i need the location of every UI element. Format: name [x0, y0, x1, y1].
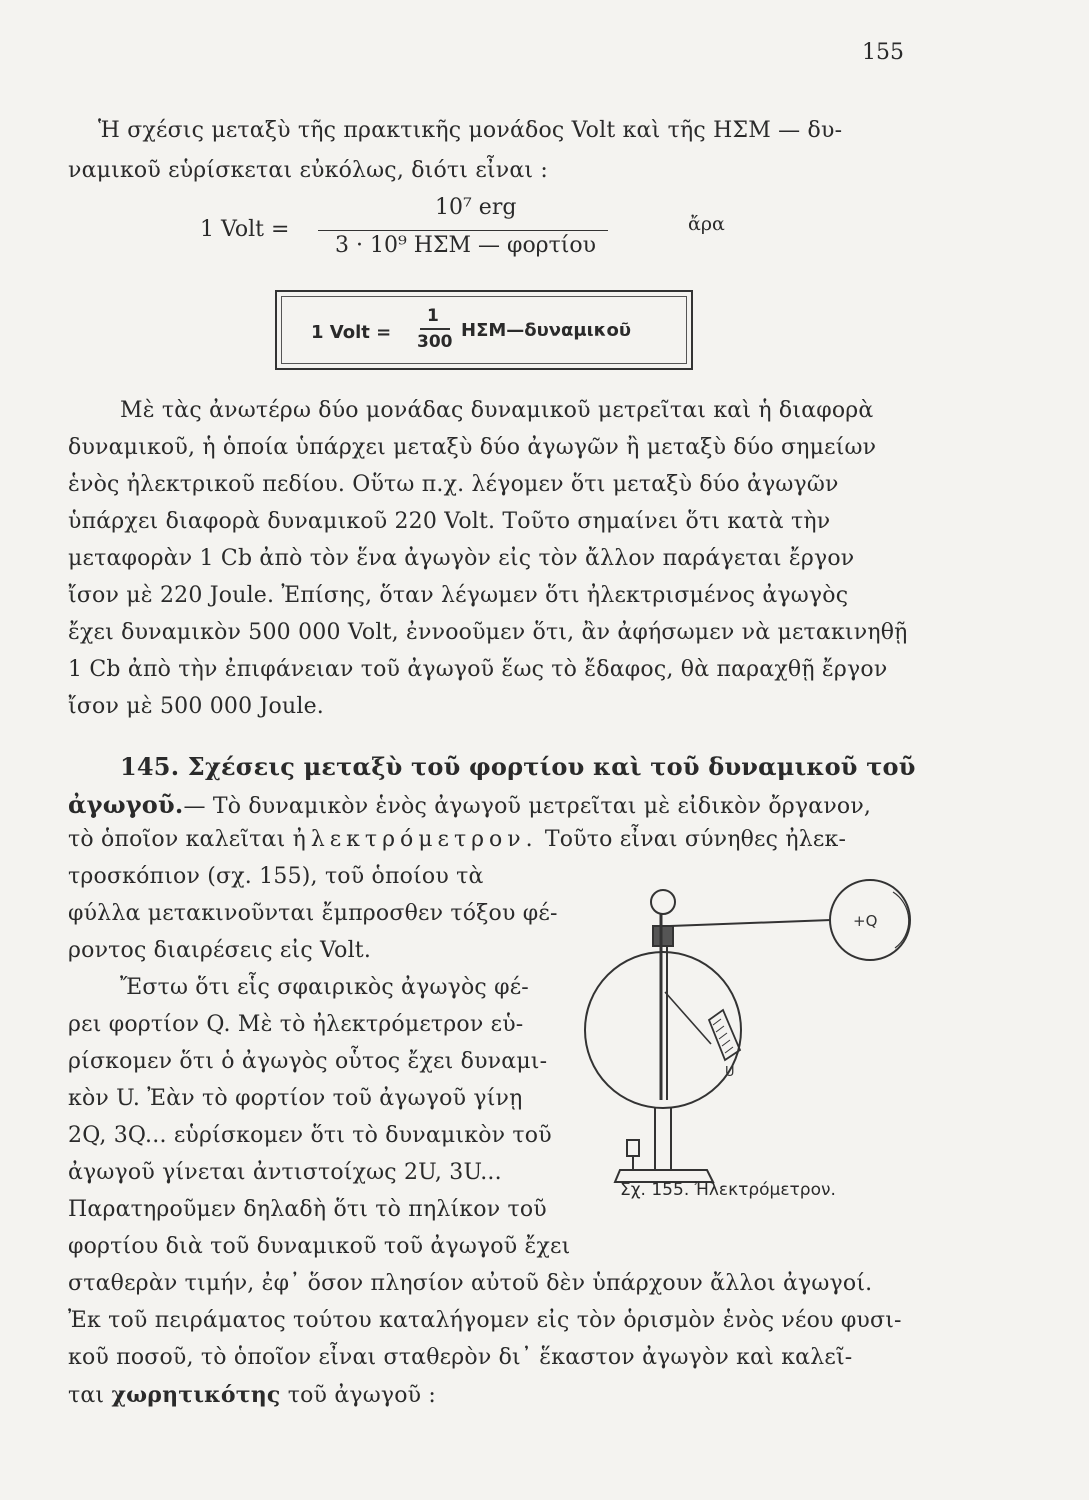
short-line: φορτίου διὰ τοῦ δυναμικοῦ τοῦ ἀγωγοῦ ἔχει — [68, 1234, 571, 1259]
formula-lhs: 1 Volt = — [200, 217, 290, 242]
ground-terminal — [627, 1140, 639, 1156]
boxed-lhs: 1 Volt = — [311, 322, 392, 343]
last-line-a: ται — [68, 1383, 105, 1408]
volt-formula — [200, 195, 760, 275]
para2-line: ὑπάρχει διαφορὰ δυναμικοῦ 220 Volt. Τοῦτο σημαίνει ὅτι κατὰ τὴν — [68, 509, 831, 534]
section-heading-end: ἀγωγοῦ. — [68, 790, 184, 819]
formula-suffix: ἄρα — [688, 213, 725, 235]
short-line: τροσκόπιον (σχ. 155), τοῦ ὁποίου τὰ — [68, 864, 484, 889]
electrometer-needle — [665, 992, 711, 1044]
short-line: κὸν U. Ἐὰν τὸ φορτίον τοῦ ἀγωγοῦ γίνῃ — [68, 1086, 523, 1111]
term-capacitance: χωρητικότης — [111, 1382, 281, 1408]
last-line — [68, 1382, 436, 1408]
boxed-denominator: 300 — [417, 332, 453, 352]
line3-a: τὸ ὁποῖον καλεῖται — [68, 827, 286, 852]
para1-line2: ναμικοῦ εὑρίσκεται εὐκόλως, διότι εἶναι : — [68, 158, 549, 183]
short-line: ρει φορτίον Q. Μὲ τὸ ἠλεκτρόμετρον εὑ- — [68, 1012, 524, 1037]
para2-line: ἔχει δυναμικὸν 500 000 Volt, ἐννοοῦμεν ὅτι, ἂν ἀφήσωμεν νὰ μετακινηθῇ — [68, 620, 908, 645]
short-line: 2Q, 3Q... εὑρίσκομεν ὅτι τὸ δυναμικὸν τοῦ — [68, 1123, 552, 1148]
para2-line: Μὲ τὰς ἀνωτέρω δύο μονάδας δυναμικοῦ μετρεῖται καὶ ἡ διαφορὰ — [120, 398, 874, 423]
page-number: 155 — [862, 40, 904, 65]
para2-line: δυναμικοῦ, ἡ ὁποία ὑπάρχει μεταξὺ δύο ἀγωγῶν ἢ μεταξὺ δύο σημείων — [68, 435, 877, 460]
electrometer-case — [585, 952, 741, 1108]
short-line: Παρατηροῦμεν δηλαδὴ ὅτι τὸ πηλίκον τοῦ — [68, 1197, 547, 1222]
potential-label: U — [725, 1065, 735, 1080]
line3-spaced-term: ἠλεκτρόμετρον. — [292, 827, 538, 852]
short-line: φύλλα μετακινοῦνται ἔμπροσθεν τόξου φέ- — [68, 901, 558, 926]
electrometer-figure — [575, 870, 935, 1200]
section-line2 — [68, 790, 871, 819]
section-line3 — [68, 827, 846, 852]
connecting-wire — [670, 920, 831, 926]
boxed-fraction-bar — [420, 328, 450, 330]
formula-numerator: 10⁷ erg — [435, 195, 517, 220]
boxed-numerator: 1 — [427, 306, 439, 326]
full-line: κοῦ ποσοῦ, τὸ ὁποῖον εἶναι σταθερὸν δι᾿ ἕκαστον ἀγωγὸν καὶ καλεῖ- — [68, 1345, 853, 1370]
last-line-b: τοῦ ἀγωγοῦ : — [287, 1383, 437, 1408]
para2-line: ἴσον μὲ 220 Joule. Ἐπίσης, ὅταν λέγωμεν ὅτι ἠλεκτρισμένος ἀγωγὸς — [68, 583, 849, 608]
formula-denominator: 3 · 10⁹ ΗΣΜ — φορτίου — [335, 233, 597, 258]
sphere-shading — [893, 892, 909, 948]
charge-label: +Q — [853, 912, 878, 930]
para1-line1: Ἡ σχέσις μεταξὺ τῆς πρακτικῆς μονάδος Volt καὶ τῆς ΗΣΜ — δυ- — [98, 118, 843, 143]
line3-b: Τοῦτο εἶναι σύνηθες ἠλεκ- — [544, 827, 847, 852]
short-line: Ἔστω ὅτι εἷς σφαιρικὸς ἀγωγὸς φέ- — [120, 975, 529, 1000]
electrometer-knob — [651, 890, 675, 914]
full-line: σταθερὰν τιμήν, ἐφ᾿ ὅσον πλησίον αὐτοῦ δὲν ὑπάρχουν ἄλλοι ἀγωγοί. — [68, 1271, 873, 1296]
para2-line: 1 Cb ἀπὸ τὴν ἐπιφάνειαν τοῦ ἀγωγοῦ ἕως τὸ ἔδαφος, θὰ παραχθῇ ἔργον — [68, 657, 888, 682]
short-line: ροντος διαιρέσεις εἰς Volt. — [68, 938, 372, 963]
short-line: ἀγωγοῦ γίνεται ἀντιστοίχως 2U, 3U... — [68, 1160, 502, 1185]
boxed-formula — [275, 290, 693, 370]
fraction-bar — [318, 230, 608, 231]
para2-line: ἑνὸς ἠλεκτρικοῦ πεδίου. Οὕτω π.χ. λέγομεν ὅτι μεταξὺ δύο ἀγωγῶν — [68, 472, 839, 497]
section-line2-text: — Τὸ δυναμικὸν ἑνὸς ἀγωγοῦ μετρεῖται μὲ εἰδικὸν ὄργανον, — [183, 794, 872, 819]
para2-line: ἴσον μὲ 500 000 Joule. — [68, 694, 325, 719]
para2-line: μεταφορὰν 1 Cb ἀπὸ τὸν ἕνα ἀγωγὸν εἰς τὸν ἄλλον παράγεται ἔργον — [68, 546, 855, 571]
insulator-plug — [653, 926, 673, 946]
short-line: ρίσκομεν ὅτι ὁ ἀγωγὸς οὗτος ἔχει δυναμι- — [68, 1049, 548, 1074]
section-heading: 145. Σχέσεις μεταξὺ τοῦ φορτίου καὶ τοῦ δυναμικοῦ τοῦ — [120, 752, 916, 781]
boxed-rhs: ΗΣΜ—δυναμικοῦ — [461, 320, 631, 341]
figure-caption: Σχ. 155. Ἠλεκτρόμετρον. — [620, 1180, 836, 1200]
full-line: Ἐκ τοῦ πειράματος τούτου καταλήγομεν εἰς τὸν ὁρισμὸν ἑνὸς νέου φυσι- — [68, 1308, 902, 1333]
